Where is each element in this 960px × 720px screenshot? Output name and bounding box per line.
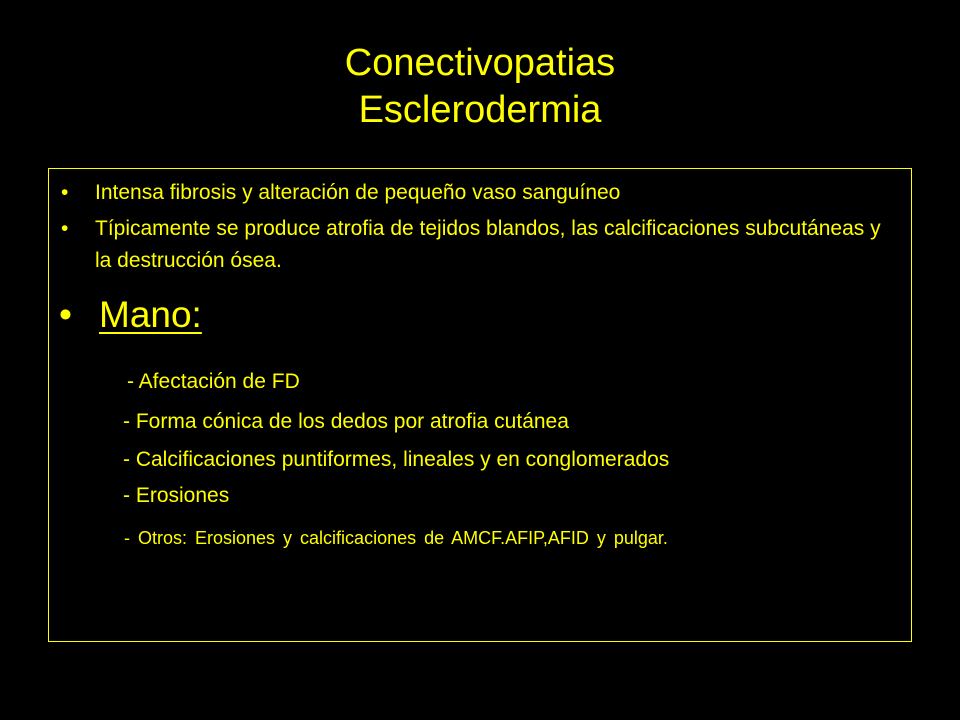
title-line-1: Conectivopatias: [344, 42, 616, 84]
bullet-text: Intensa fibrosis y alteración de pequeño vaso sanguíneo: [95, 181, 621, 204]
content-box: [48, 168, 912, 642]
section-heading-item: [59, 292, 202, 338]
bullet-dot-icon: •: [61, 181, 69, 204]
bullet-item: [61, 213, 891, 277]
bullet-item: [61, 177, 891, 209]
sub-item: - Calcificaciones puntiformes, lineales y en conglomerados: [123, 448, 670, 471]
bullet-text: Típicamente se produce atrofia de tejidos blandos, las calcificaciones subcutáneas y la destrucción ósea.: [95, 217, 881, 272]
bullet-dot-icon: •: [61, 217, 69, 240]
sub-item: - Erosiones: [123, 484, 230, 507]
bullet-dot-icon: •: [59, 294, 72, 335]
sub-item: - Forma cónica de los dedos por atrofia cutánea: [123, 410, 569, 433]
sub-item: - Otros: Erosiones y calcificaciones de AMCF.AFIP,AFID y pulgar.: [124, 528, 668, 548]
section-heading: Mano:: [99, 294, 202, 335]
sub-item: - Afectación de FD: [127, 370, 300, 393]
slide-title: [0, 40, 960, 134]
title-line-2: Esclerodermia: [358, 89, 602, 131]
